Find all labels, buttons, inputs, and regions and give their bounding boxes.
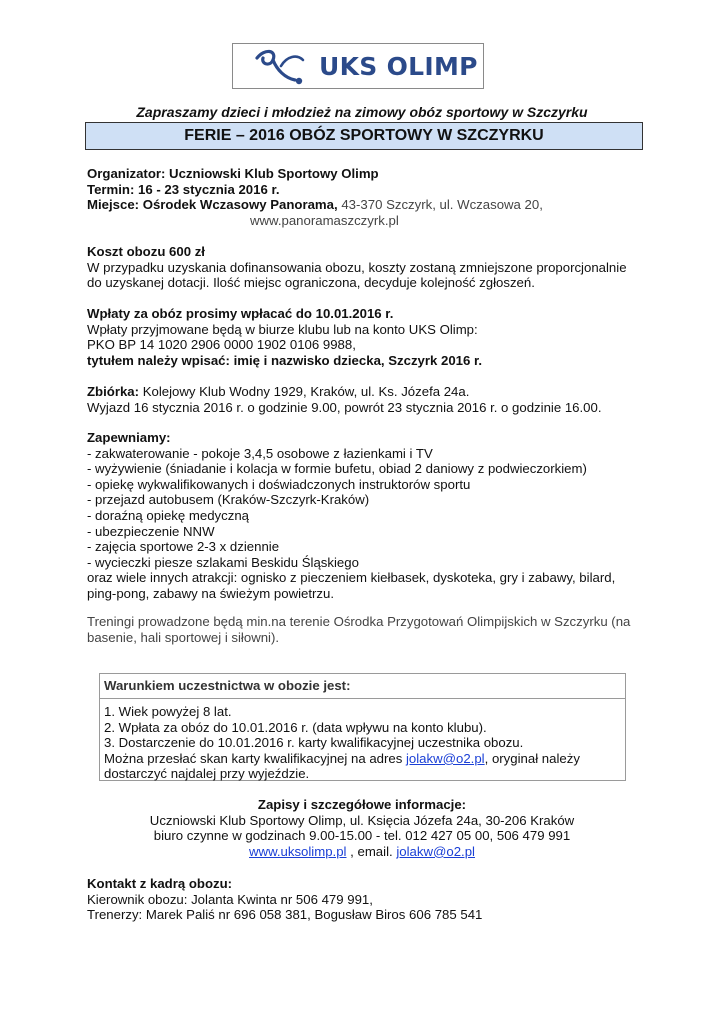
training-section: [87, 614, 647, 645]
list-item: - zakwaterowanie - pokoje 3,4,5 osobowe z łazienkami i TV: [87, 445, 433, 461]
training-line-1: Treningi prowadzone będą min.na terenie Ośrodka Przygotowań Olimpijskich w Szczyrku (na: [87, 614, 631, 629]
olimp-logo-icon: [251, 44, 309, 88]
contact-links: [87, 844, 637, 860]
list-item: - doraźną opiekę medyczną: [87, 507, 250, 523]
place-address: 43-370 Szczyrk, ul. Wczasowa 20,: [337, 197, 543, 213]
place-www: www.panoramaszczyrk.pl: [250, 212, 399, 228]
list-item: - przejazd autobusem (Kraków-Szczyrk-Kraków): [87, 492, 370, 508]
meeting-times: Wyjazd 16 stycznia 2016 r. o godzinie 9.00, powrót 23 stycznia 2016 r. o godzinie 16.00.: [87, 399, 602, 415]
payment-section: [87, 306, 647, 368]
page-title: FERIE – 2016 OBÓZ SPORTOWY W SZCZYRKU: [85, 122, 643, 150]
list-item: - ubezpieczenie NNW: [87, 523, 215, 539]
list-item: - wyżywienie (śniadanie i kolacja w formie bufetu, obiad 2 daniowy z podwieczorkiem): [87, 461, 587, 477]
cost-heading: Koszt obozu 600 zł: [87, 244, 205, 259]
condition-item: 2. Wpłata za obóz do 10.01.2016 r. (data wpływu na konto klubu).: [104, 719, 487, 735]
payment-heading: Wpłaty za obóz prosimy wpłacać do 10.01.2016 r.: [87, 306, 394, 321]
organizer: Organizator: Uczniowski Klub Sportowy Olimp: [87, 166, 379, 181]
meeting-section: [87, 384, 647, 415]
info-section: [87, 166, 647, 228]
scan-after: , oryginał należy: [484, 750, 580, 766]
staff-section: [87, 876, 647, 923]
meeting-place: [87, 384, 647, 400]
conditions-table: [99, 673, 626, 781]
staff-trainers: Trenerzy: Marek Paliś nr 696 058 381, Bogusław Biros 606 785 541: [87, 907, 483, 923]
contact-info-section: [87, 797, 637, 859]
contact-address: Uczniowski Klub Sportowy Olimp, ul. Księcia Józefa 24a, 30-206 Kraków: [149, 812, 575, 828]
subtitle: Zapraszamy dzieci i młodzież na zimowy obóz sportowy w Szczyrku: [136, 104, 588, 120]
condition-scan: [104, 751, 621, 767]
contact-hours: biuro czynne w godzinach 9.00-15.00 - tel. 012 427 05 00, 506 479 991: [153, 828, 571, 844]
meeting-address: Kolejowy Klub Wodny 1929, Kraków, ul. Ks. Józefa 24a.: [139, 384, 470, 399]
provide-heading: Zapewniamy:: [87, 430, 171, 445]
scan-text: Można przesłać skan karty kwalifikacyjnej na adres: [104, 750, 406, 766]
place: [87, 197, 647, 213]
condition-scan-2: dostarczyć najdalej przy wyjeździe.: [104, 766, 310, 782]
cost-section: [87, 244, 647, 291]
meeting-label: Zbiórka:: [87, 384, 140, 399]
condition-item: 3. Dostarczenie do 10.01.2016 r. karty kwalifikacyjnej uczestnika obozu.: [104, 735, 524, 751]
payment-line-1: Wpłaty przyjmowane będą w biurze klubu lub na konto UKS Olimp:: [87, 321, 478, 337]
list-item: - wycieczki piesze szlakami Beskidu Śląskiego: [87, 554, 359, 570]
cost-line-2: do uzyskanej dotacji. Ilość miejsc ograniczona, decyduje kolejność zgłoszeń.: [87, 275, 535, 291]
condition-item: 1. Wiek powyżej 8 lat.: [104, 704, 232, 719]
training-line-2: basenie, hali sportowej i siłowni).: [87, 629, 280, 645]
email-separator: , email.: [346, 843, 397, 859]
cost-line-1: W przypadku uzyskania dofinansowania obozu, koszty zostaną zmniejszone proporcjonalnie: [87, 259, 627, 275]
conditions-heading: Warunkiem uczestnictwa w obozie jest:: [100, 674, 625, 699]
provide-extra-2: ping-pong, zabawy na świeżym powietrzu.: [87, 585, 335, 601]
provide-section: [87, 430, 647, 602]
logo: [232, 43, 484, 89]
logo-text: UKS OLIMP: [319, 51, 478, 81]
scan-email-link[interactable]: jolakw@o2.pl: [405, 750, 485, 766]
payment-title: tytułem należy wpisać: imię i nazwisko dziecka, Szczyrk 2016 r.: [87, 352, 483, 368]
list-item: - zajęcia sportowe 2-3 x dziennie: [87, 539, 280, 555]
provide-extra-1: oraz wiele innych atrakcji: ognisko z pieczeniem kiełbasek, dyskoteka, gry i zabawy, bilard,: [87, 570, 616, 586]
conditions-body: [100, 699, 625, 782]
staff-leader: Kierownik obozu: Jolanta Kwinta nr 506 479 991,: [87, 891, 373, 907]
payment-account: PKO BP 14 1020 2906 0000 1902 0106 9988,: [87, 337, 356, 353]
email-link[interactable]: jolakw@o2.pl: [396, 843, 475, 859]
term: Termin: 16 - 23 stycznia 2016 r.: [87, 181, 280, 197]
staff-heading: Kontakt z kadrą obozu:: [87, 876, 233, 891]
list-item: - opiekę wykwalifikowanych i doświadczonych instruktorów sportu: [87, 476, 471, 492]
contact-heading: Zapisy i szczegółowe informacje:: [257, 797, 467, 812]
website-link[interactable]: www.uksolimp.pl: [249, 843, 347, 859]
place-label: Miejsce: Ośrodek Wczasowy Panorama,: [87, 197, 338, 213]
